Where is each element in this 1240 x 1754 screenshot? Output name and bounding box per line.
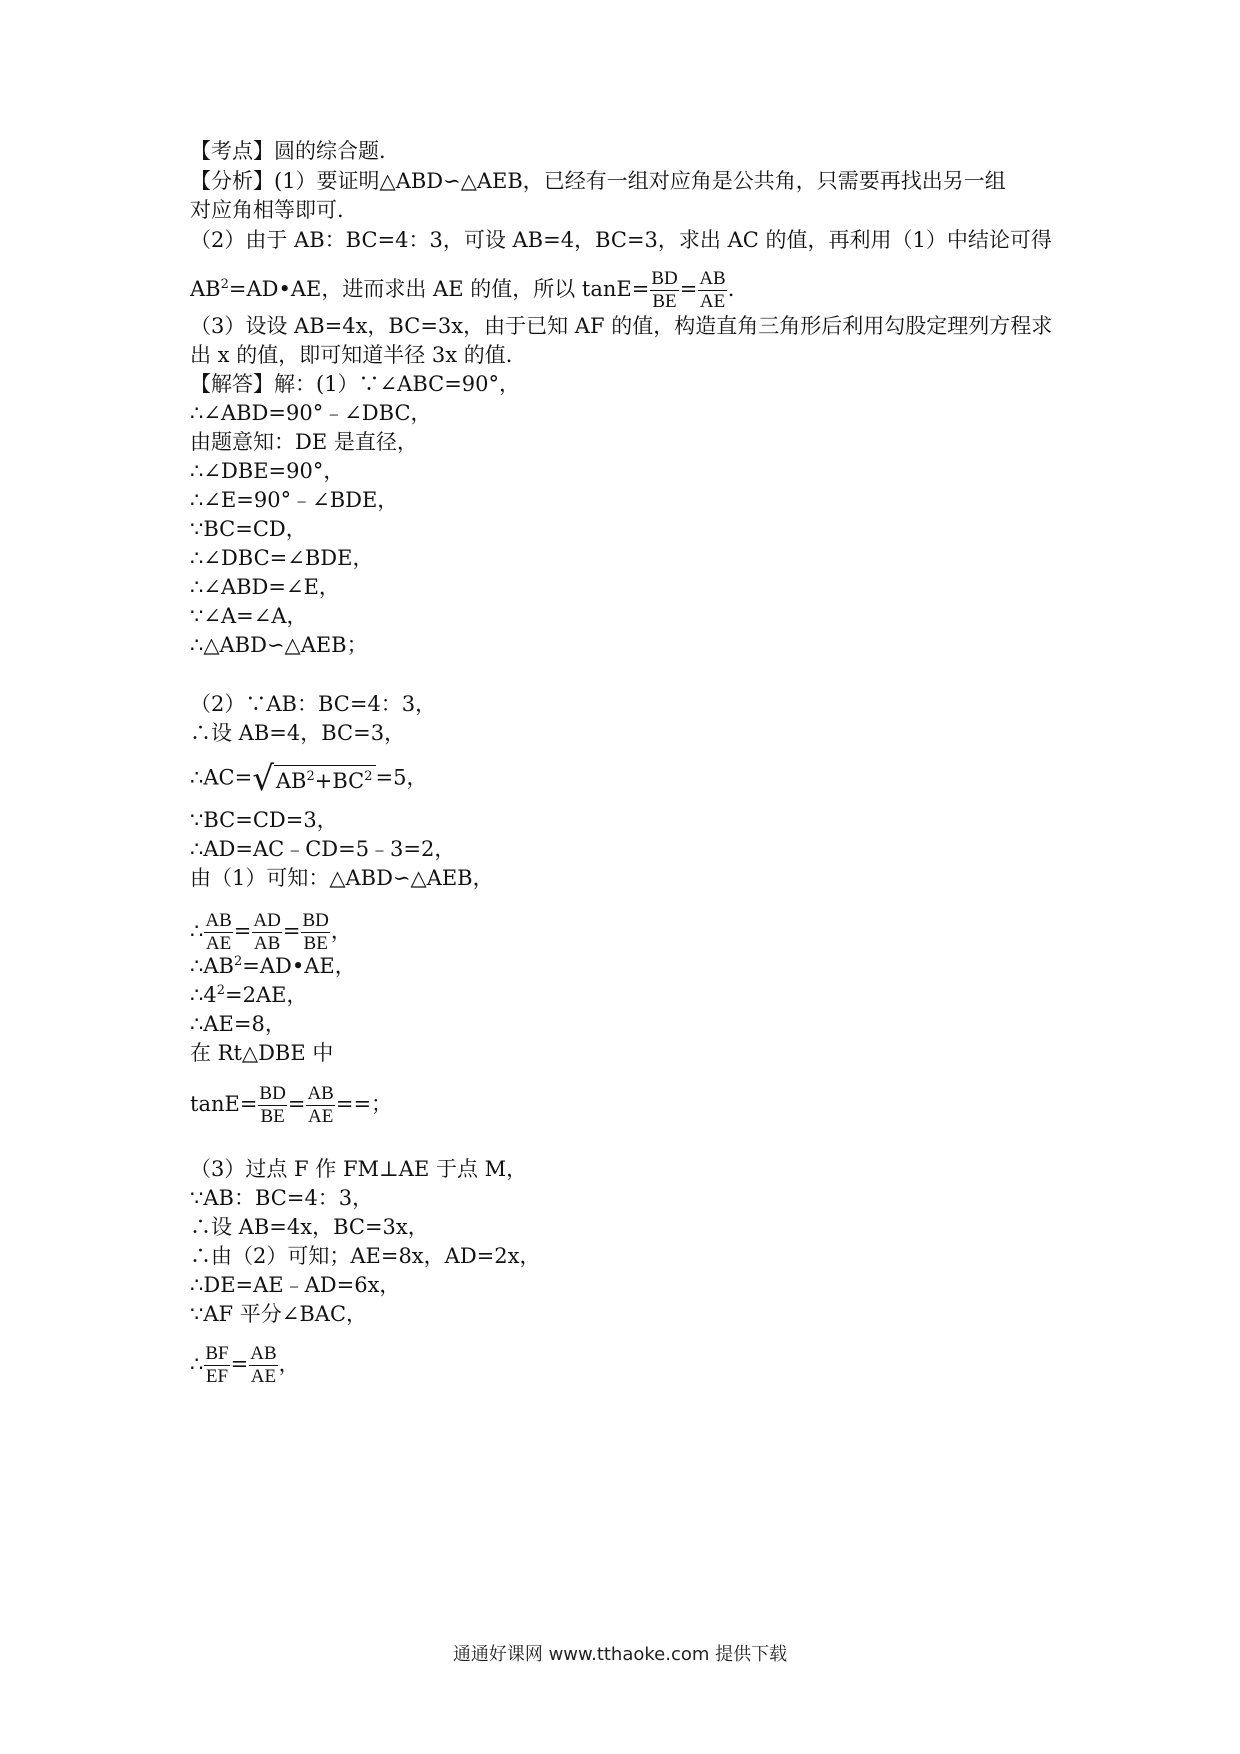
part1-line-1: ∴∠ABD=90°﹣∠DBC， — [190, 401, 432, 425]
fraction-ab-ae: $\frac{AB}{AE}$ — [307, 1083, 334, 1127]
part3-line-1: （3）过点 F 作 FM⊥AE 于点 M， — [190, 1157, 528, 1181]
part2-ac-line: $\therefore AC=√AB^2+BC^2 =5$， — [190, 759, 428, 799]
fenxi-line-3: （2）由于 AB：BC=4：3，可设 AB=4，BC=3，求出 AC 的值，再利用（1）中结论可得 — [190, 228, 1052, 252]
part2-line-5: ∴AD=AC﹣CD=5﹣3=2， — [190, 837, 456, 861]
fenxi-line-2: 对应角相等即可． — [190, 198, 358, 222]
fenxi-line-4: $AB^2=AD•AE$，进而求出 AE 的值，所以 tanE= $\frac{BD}{BE}$ = $\frac{AB}{AE}$ . — [190, 268, 735, 312]
part1-line-3: ∴∠DBE=90°， — [190, 459, 345, 483]
part1-line-8: ∵∠A=∠A， — [190, 604, 308, 628]
part1-line-6: ∴∠DBC=∠BDE， — [190, 546, 374, 570]
part3-line-5: ∴DE=AE﹣AD=6x， — [190, 1273, 401, 1297]
part2-line-1: （2）∵AB：BC=4：3， — [190, 692, 437, 716]
part2-line-2: ∴设 AB=4，BC=3， — [190, 721, 406, 745]
text-ab: AB — [190, 277, 221, 301]
part3-line-3: ∴设 AB=4x，BC=3x， — [190, 1215, 429, 1239]
kaodian-line: 【考点】圆的综合题． — [190, 139, 400, 163]
text: =AD•AE，进而求出 AE 的值，所以 tanE= — [228, 277, 650, 301]
part1-line-4: ∴∠E=90°﹣∠BDE， — [190, 488, 399, 512]
part2-rt-line: 在 Rt△DBE 中 — [190, 1041, 334, 1065]
part2-ratio-line: ∴ $\frac{AB}{AE}$ = $\frac{AD}{AB}$ = $\frac{BD}{BE}$ ， — [190, 910, 352, 954]
fraction-ab-ae: $\frac{AB}{AE}$ — [250, 1343, 277, 1387]
part1-line-7: ∴∠ABD=∠E， — [190, 575, 340, 599]
fraction-bd-be: $\frac{BD}{BE}$ — [259, 1083, 286, 1127]
part1-line-2: 由题意知：DE 是直径， — [190, 430, 418, 454]
fraction-bd-be: $\frac{BD}{BE}$ — [651, 268, 678, 312]
fenxi-line-6: 出 x 的值，即可知道半径 3x 的值． — [190, 343, 527, 367]
square-root: $√AB^2+BC^2$ — [252, 762, 375, 796]
part1-line-5: ∵BC=CD， — [190, 517, 307, 541]
part2-ab2-line: $\therefore AB^2=AD•AE$， — [190, 954, 356, 978]
fraction-ab-ae: $\frac{AB}{AE}$ — [205, 910, 232, 954]
part2-42-line: $\therefore 4^2=2AE$， — [190, 983, 308, 1007]
part1-line-9: ∴△ABD∽△AEB； — [190, 633, 368, 657]
radical-sign-icon: √ — [252, 759, 274, 799]
fenxi-line-1: 【分析】(1）要证明△ABD∽△AEB，已经有一组对应角是公共角，只需要再找出另一组 — [190, 169, 1006, 193]
part3-line-2: ∵AB：BC=4：3， — [190, 1186, 374, 1210]
part2-line-4: ∵BC=CD=3， — [190, 808, 338, 832]
fraction-ab-ae: $\frac{AB}{AE}$ — [699, 268, 726, 312]
part3-ratio-line: ∴ $\frac{BF}{EF}$ = $\frac{AB}{AE}$ ， — [190, 1343, 300, 1387]
part3-line-4: ∴由（2）可知；AE=8x，AD=2x， — [190, 1244, 541, 1268]
fraction-bf-ef: $\frac{BF}{EF}$ — [205, 1343, 229, 1387]
fraction-ad-ab: $\frac{AD}{AB}$ — [253, 910, 281, 954]
fenxi-line-5: （3）设设 AB=4x，BC=3x，由于已知 AF 的值，构造直角三角形后利用勾股定理列方程求 — [190, 314, 1053, 338]
page-footer: 通通好课网 www.tthaoke.com 提供下载 — [452, 1644, 788, 1665]
superscript: 2 — [220, 277, 229, 292]
part2-line-6: 由（1）可知：△ABD∽△AEB， — [190, 866, 494, 890]
part2-tan-line: tanE= $\frac{BD}{BE}$ = $\frac{AB}{AE}$ ==； — [190, 1083, 393, 1127]
jieda-line: 【解答】解：(1）∵∠ABC=90°， — [190, 372, 521, 396]
part2-ae-line: ∴AE=8， — [190, 1012, 286, 1036]
part3-line-6: ∵AF 平分∠BAC， — [190, 1302, 368, 1326]
fraction-bd-be: $\frac{BD}{BE}$ — [302, 910, 329, 954]
